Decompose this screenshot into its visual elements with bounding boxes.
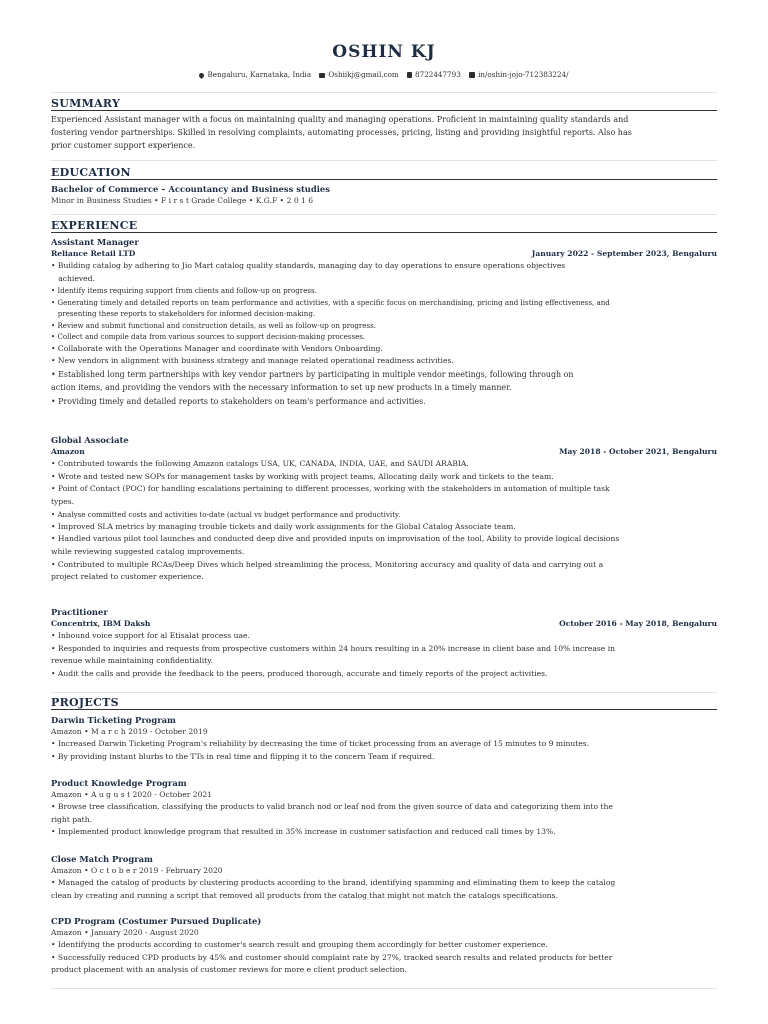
section-title-projects: PROJECTS (51, 696, 717, 710)
project-name: Darwin Ticketing Program (51, 715, 176, 725)
contact-phone: 8722447793 (407, 70, 461, 79)
job-bullet: • Wrote and tested new SOPs for management tasks by working with project teams, Allocating daily work and tickets to the team. (51, 471, 554, 481)
job-bullet: • Generating timely and detailed reports on team performance and activities, with a specific focus on merchandising, pricing and listing effectiveness, and (51, 297, 610, 307)
job-global-associate (51, 434, 717, 584)
summary-text (51, 113, 717, 153)
projects-section (51, 696, 717, 710)
project-bullet: • Identifying the products according to customer's search result and grouping them accordingly for better customer experience. (51, 940, 548, 949)
project-close-match (51, 853, 717, 902)
project-meta: Amazon • O c t o b e r 2019 - February 2020 (51, 866, 223, 875)
project-bullet: • Successfully reduced CPD products by 45% and customer should complaint rate by 27%, tracked search results and related products for better (51, 952, 613, 962)
project-bullet: right path. (51, 814, 93, 824)
divider (51, 160, 717, 161)
project-bullet: • By providing instant blurbs to the TTs in real time and flipping it to the concern Team if required. (51, 751, 435, 761)
job-bullet: action items, and providing the vendors with the necessary information to set up new products in a timely manner. (51, 383, 512, 393)
job-role: Global Associate (51, 435, 129, 445)
job-bullet: achieved. (51, 273, 95, 283)
contact-email[interactable]: Oshiikj@gmail.com (319, 70, 398, 79)
job-dates: October 2016 - May 2018, Bengaluru (559, 619, 717, 628)
job-bullet: • Providing timely and detailed reports to stakeholders on team's performance and activities. (51, 396, 426, 406)
education-details: Minor in Business Studies • F i r s t Grade College • K.G.F • 2 0 1 6 (51, 196, 314, 205)
project-meta: Amazon • M a r c h 2019 - October 2019 (51, 727, 208, 736)
job-bullet: • Collect and compile data from various sources to support decision-making processes. (51, 332, 366, 342)
job-bullet: • Contributed towards the following Amazon catalogs USA, UK, CANADA, INDIA, UAE, and SAUDI ARABIA. (51, 459, 469, 468)
job-company: Reliance Retail LTD (51, 249, 136, 258)
project-darwin-ticketing (51, 714, 717, 763)
contact-location: Bengaluru, Karnataka, India (199, 70, 311, 79)
job-bullet: • New vendors in alignment with business strategy and manage related operational readiness activities. (51, 356, 454, 366)
job-bullet: • Handled various pilot tool launches and conducted deep dive and provided inputs on improvisation of the tool, Ability to provide logical decisions (51, 534, 620, 544)
summary-line: prior customer support experience. (51, 141, 196, 151)
degree-title: Bachelor of Commerce – Accountancy and Business studies (51, 184, 330, 194)
job-dates: May 2018 - October 2021, Bengaluru (559, 447, 717, 456)
project-bullet: clean by creating and running a script that removed all products from the catalog that might not match the catalogs specifications. (51, 890, 558, 900)
candidate-name: OSHIN KJ (332, 42, 436, 62)
project-bullet: • Managed the catalog of products by clustering products according to the brand, identifying spamming and eliminating them to keep the catalog (51, 878, 616, 887)
project-meta: Amazon • A u g u s t 2020 - October 2021 (51, 790, 213, 799)
job-bullet: types. (51, 496, 75, 506)
job-bullet: presenting these reports to stakeholders for informed decision-making. (51, 309, 316, 319)
project-bullet: • Increased Darwin Ticketing Program's reliability by decreasing the time of ticket processing from an average of 15 minutes to 9 minutes. (51, 739, 590, 748)
job-bullet: project related to customer experience. (51, 572, 204, 582)
job-bullet: • Improved SLA metrics by managing trouble tickets and daily work assignments for the Global Catalog Associate team. (51, 521, 516, 531)
job-bullet: • Responded to inquiries and requests from prospective customers within 24 hours resulting in a 20% increase in client base and 10% increase in (51, 643, 616, 653)
job-bullet: • Established long term partnerships with key vendor partners by participating in multiple vendor meetings, following through on (51, 369, 574, 379)
job-practitioner (51, 606, 717, 680)
project-product-knowledge (51, 777, 717, 839)
contact-linkedin[interactable]: in/oshin-jojo-712383224/ (469, 70, 568, 79)
project-meta: Amazon • January 2020 - August 2020 (51, 928, 199, 937)
divider (51, 988, 717, 989)
project-bullet: product placement with an analysis of customer reviews for more e client product selection. (51, 965, 407, 975)
job-bullet: • Audit the calls and provide the feedback to the peers, produced thorough, accurate and timely reports of the project activities. (51, 668, 548, 678)
summary-line: fostering vendor partnerships. Skilled in resolving complaints, automating processes, pricing, listing and providing insightful reports. Also has (51, 128, 632, 138)
contact-line (51, 70, 717, 79)
experience-section (51, 219, 717, 233)
job-bullet: • Identify items requiring support from clients and follow-up on progress. (51, 286, 317, 296)
project-name: Product Knowledge Program (51, 778, 187, 788)
job-bullet: • Inbound voice support for al Etisalat process uae. (51, 631, 250, 640)
project-cpd (51, 915, 717, 977)
linkedin-icon (469, 72, 475, 78)
mail-icon (319, 73, 325, 78)
project-bullet: • Implemented product knowledge program that resulted in 35% increase in customer satisfaction and reduced call times by 13%. (51, 827, 556, 837)
summary-line: Experienced Assistant manager with a focus on maintaining quality and managing operations. Proficient in maintaining quality standards and (51, 115, 629, 124)
resume-page (51, 0, 717, 1024)
divider (51, 214, 717, 215)
job-bullet: • Point of Contact (POC) for handling escalations pertaining to different processes, working with the stakeholders in automation of multiple task (51, 484, 610, 494)
phone-icon (407, 72, 412, 78)
job-bullet: • Analyse committed costs and activities to-date (actual vs budget performance and productivity. (51, 510, 401, 520)
summary-section (51, 97, 717, 153)
location-pin-icon (198, 71, 205, 78)
job-bullet: • Contributed to multiple RCAs/Deep Dives which helped streamlining the process, Monitoring accuracy and quality of data and carrying out a (51, 559, 604, 569)
education-section (51, 166, 717, 207)
divider (51, 92, 717, 93)
job-bullet: • Review and submit functional and construction details, as well as follow-up on progress. (51, 320, 377, 330)
job-company: Amazon (51, 447, 85, 456)
job-bullet: while reviewing suggested catalog improvements. (51, 547, 245, 557)
job-bullet: • Collaborate with the Operations Manager and coordinate with Vendors Onboarding. (51, 343, 383, 353)
job-role: Practitioner (51, 607, 108, 617)
job-role: Assistant Manager (51, 237, 139, 247)
project-bullet: • Browse tree classification, classifying the products to valid branch nod or leaf nod from the given source of data and categorizing them into the (51, 802, 613, 811)
divider (51, 692, 717, 693)
section-title-experience: EXPERIENCE (51, 219, 717, 233)
job-bullet: revenue while maintaining confidentiality. (51, 656, 213, 666)
section-title-education: EDUCATION (51, 166, 717, 180)
job-company: Concentrix, IBM Daksh (51, 619, 151, 628)
project-name: Close Match Program (51, 854, 153, 864)
section-title-summary: SUMMARY (51, 97, 717, 111)
job-assistant-manager (51, 236, 717, 408)
job-bullet: • Building catalog by adhering to Jio Mart catalog quality standards, managing day to day operations to ensure operations objectives (51, 261, 566, 270)
job-dates: January 2022 - September 2023, Bengaluru (531, 249, 717, 258)
project-name: CPD Program (Costumer Pursued Duplicate) (51, 916, 262, 926)
